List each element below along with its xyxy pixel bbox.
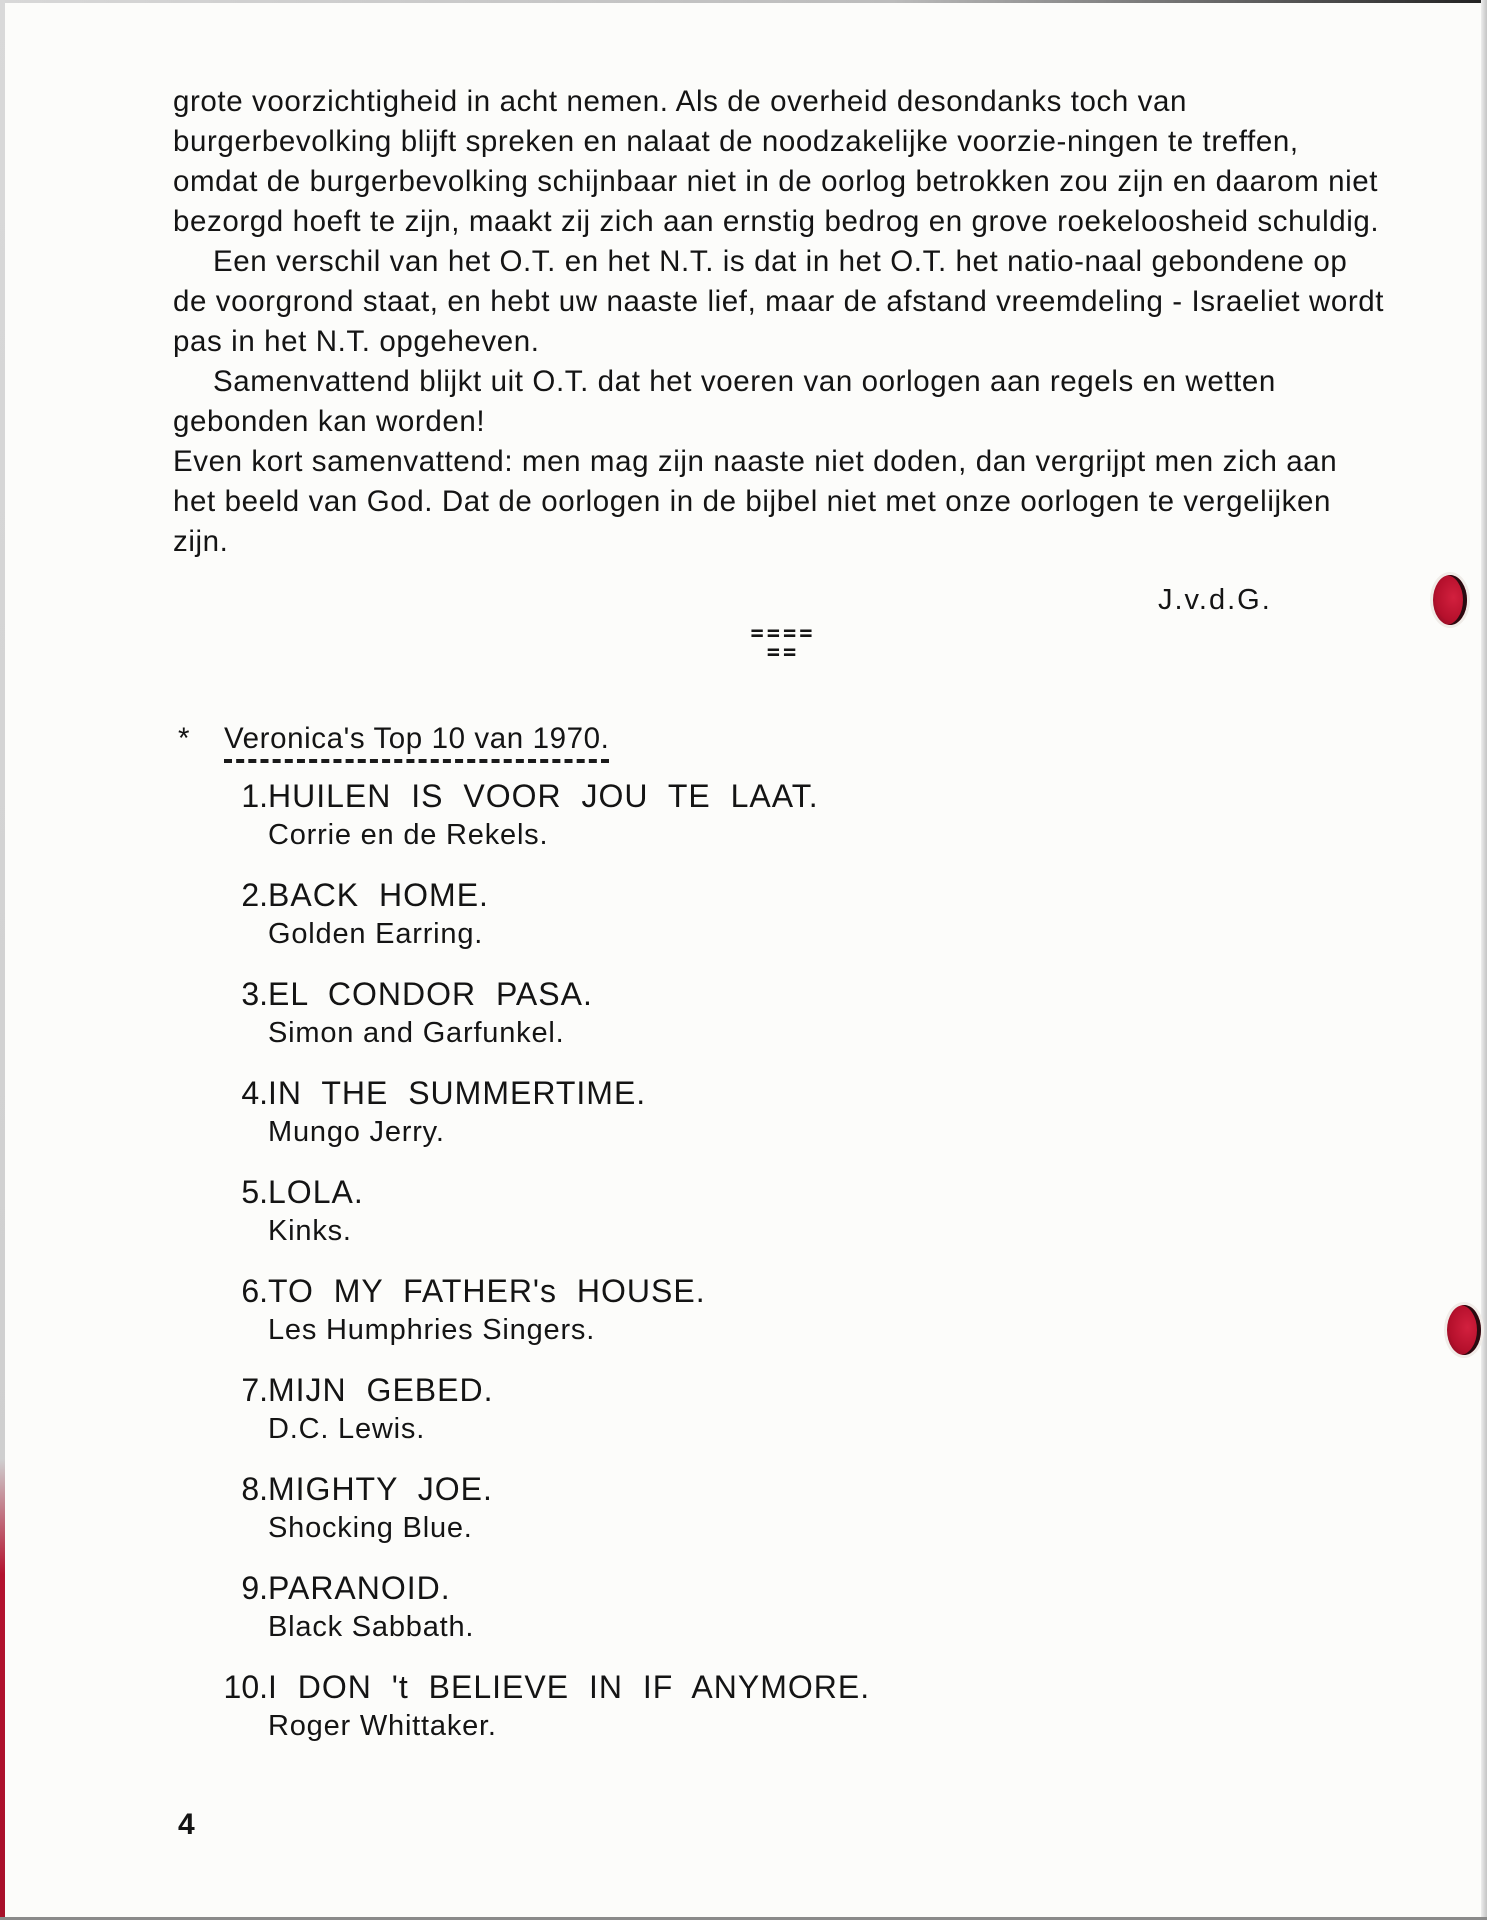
artist-name: Shocking Blue. — [268, 1512, 473, 1544]
rank-number: 8. — [241, 1471, 268, 1507]
page-right-edge — [1481, 0, 1487, 1920]
song-title: HUILEN IS VOOR JOU TE LAAT. — [268, 778, 819, 814]
song-title: IN THE SUMMERTIME. — [268, 1075, 647, 1111]
artist-name: Les Humphries Singers. — [268, 1314, 596, 1346]
song-title: LOLA. — [268, 1174, 364, 1210]
list-item — [205, 875, 1105, 974]
article-body — [173, 82, 1388, 562]
list-item — [205, 1667, 1105, 1766]
top10-heading — [178, 722, 609, 763]
punch-hole-icon — [1447, 1305, 1481, 1355]
artist-name: Mungo Jerry. — [268, 1116, 445, 1148]
list-item — [205, 1073, 1105, 1172]
artist-name: Kinks. — [268, 1215, 352, 1247]
rank-number: 9. — [241, 1570, 268, 1606]
article-paragraph: Even kort samenvattend: men mag zijn naaste niet doden, dan vergrijpt men zich aan het beeld van God. Dat de oorlogen in de bijbel niet met onze oorlogen te vergelijken zijn. — [173, 445, 1338, 558]
article-paragraph: grote voorzichtigheid in acht nemen. Als de overheid desondanks toch van burgerbevolking blijft spreken en nalaat de noodzakelijke voorzie-ningen te treffen, omdat de burgerbevolking schijnbaar niet in de oorlog betrokken zou zijn en daarom niet bezorgd hoeft te zijn, maakt zij zich aan ernstig bedrog en grove roekeloosheid schuldig. — [173, 85, 1380, 238]
artist-name: Golden Earring. — [268, 918, 484, 950]
article-paragraph: Een verschil van het O.T. en het N.T. is dat in het O.T. het natio-naal gebondene op de voorgrond staat, en hebt uw naaste lief, maar de afstand vreemdeling - Israeliet wordt pas in het N.T. opgeheven. — [173, 245, 1385, 358]
list-item — [205, 1370, 1105, 1469]
rank-number: 10. — [223, 1669, 268, 1705]
bullet-star: * — [178, 722, 191, 755]
article-paragraph: Samenvattend blijkt uit O.T. dat het voeren van oorlogen aan regels en wetten gebonden kan worden! — [173, 365, 1276, 438]
page-left-edge — [0, 0, 5, 1920]
artist-name: Black Sabbath. — [268, 1611, 475, 1643]
list-item — [205, 1568, 1105, 1667]
list-item — [205, 1469, 1105, 1568]
song-title: I DON 't BELIEVE IN IF ANYMORE. — [268, 1669, 871, 1705]
rank-number: 3. — [241, 976, 268, 1012]
article-signature: J.v.d.G. — [1158, 584, 1272, 616]
list-item — [205, 974, 1105, 1073]
top10-list — [205, 776, 1105, 1766]
top10-title: Veronica's Top 10 van 1970. — [224, 722, 609, 763]
list-item — [205, 1271, 1105, 1370]
rank-number: 4. — [241, 1075, 268, 1111]
song-title: BACK HOME. — [268, 877, 489, 913]
rank-number: 2. — [241, 877, 268, 913]
rank-number: 5. — [241, 1174, 268, 1210]
rank-number: 1. — [241, 778, 268, 814]
divider-bottom-row: == — [766, 640, 800, 665]
divider-top-row: ==== — [750, 621, 816, 646]
song-title: MIJN GEBED. — [268, 1372, 494, 1408]
song-title: EL CONDOR PASA. — [268, 976, 593, 1012]
artist-name: Corrie en de Rekels. — [268, 819, 549, 851]
artist-name: D.C. Lewis. — [268, 1413, 426, 1445]
list-item — [205, 776, 1105, 875]
list-item — [205, 1172, 1105, 1271]
artist-name: Roger Whittaker. — [268, 1710, 497, 1742]
page-number: 4 — [178, 1808, 195, 1841]
rank-number: 6. — [241, 1273, 268, 1309]
rank-number: 7. — [241, 1372, 268, 1408]
punch-hole-icon — [1433, 575, 1467, 625]
song-title: TO MY FATHER's HOUSE. — [268, 1273, 706, 1309]
song-title: MIGHTY JOE. — [268, 1471, 493, 1507]
artist-name: Simon and Garfunkel. — [268, 1017, 565, 1049]
page-top-edge — [0, 0, 1487, 3]
section-divider — [718, 621, 848, 665]
song-title: PARANOID. — [268, 1570, 451, 1606]
